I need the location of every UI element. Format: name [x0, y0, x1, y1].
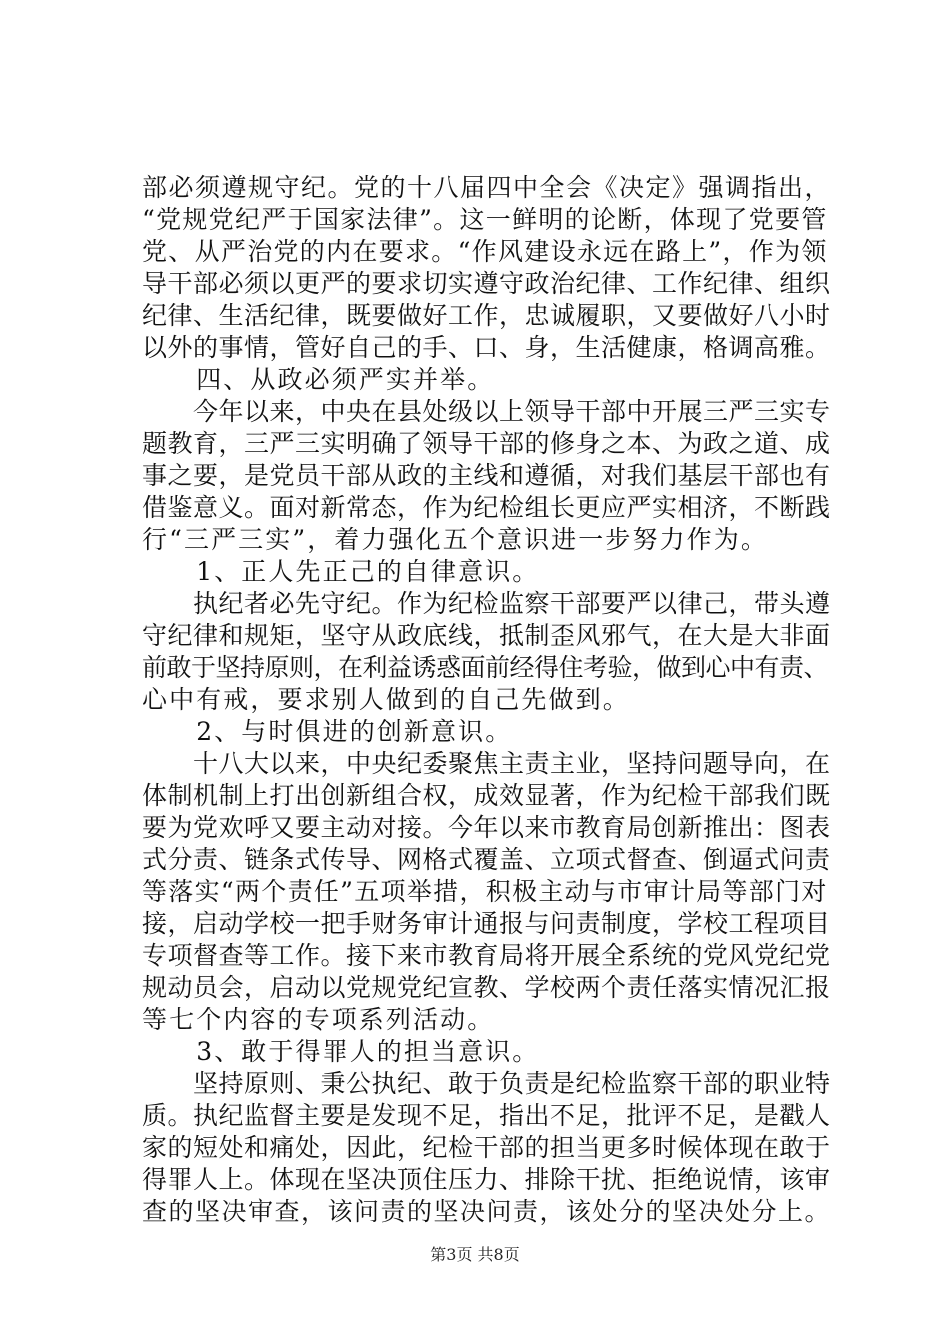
text-line: 党、从严治党的内在要求。“作风建设永远在路上”，作为领	[142, 237, 828, 266]
text-line: 借鉴意义。面对新常态，作为纪检组长更应严实相济，不断践	[142, 493, 831, 522]
text-line: 2、与时俱进的创新意识。	[142, 717, 513, 746]
text-line: 得罪人上。体现在坚决顶住压力、排除干扰、拒绝说情，该审	[142, 1165, 831, 1194]
text-line: 心中有戒，要求别人做到的自己先做到。	[142, 685, 630, 714]
text-line: 十八大以来，中央纪委聚焦主责主业，坚持问题导向，在	[142, 749, 831, 778]
text-line: 行“三严三实”，着力强化五个意识进一步努力作为。	[142, 525, 768, 554]
text-line: 1、正人先正己的自律意识。	[142, 557, 540, 586]
text-line: 等落实“两个责任”五项举措，积极主动与市审计局等部门对	[142, 877, 828, 906]
text-line: 专项督查等工作。接下来市教育局将开展全系统的党风党纪党	[142, 941, 831, 970]
text-line: 以外的事情，管好自己的手、口、身，生活健康，格调高雅。	[142, 333, 831, 362]
text-line: 质。执纪监督主要是发现不足，指出不足，批评不足，是戳人	[142, 1101, 831, 1130]
text-line: 等七个内容的专项系列活动。	[142, 1005, 495, 1034]
text-line: 导干部必须以更严的要求切实遵守政治纪律、工作纪律、组织	[142, 269, 831, 298]
page-footer: 第3页 共8页	[430, 1245, 520, 1264]
text-line: 查的坚决审查，该问责的坚决问责，该处分的坚决处分上。	[142, 1197, 832, 1226]
text-line: 接，启动学校一把手财务审计通报与问责制度，学校工程项目	[142, 909, 831, 938]
text-line: 今年以来，中央在县处级以上领导干部中开展三严三实专	[142, 397, 831, 426]
text-line: 守纪律和规矩，坚守从政底线，抵制歪风邪气，在大是大非面	[142, 621, 831, 650]
text-line: 体制机制上打出创新组合权，成效显著，作为纪检干部我们既	[142, 781, 831, 810]
text-line: 纪律、生活纪律，既要做好工作，忠诚履职，又要做好八小时	[142, 301, 831, 330]
text-line: 题教育，三严三实明确了领导干部的修身之本、为政之道、成	[142, 429, 831, 458]
text-line: 部必须遵规守纪。党的十八届四中全会《决定》强调指出，	[142, 173, 832, 202]
text-line: 规动员会，启动以党规党纪宣教、学校两个责任落实情况汇报	[142, 973, 831, 1002]
text-line: 前敢于坚持原则，在利益诱惑面前经得住考验，做到心中有责、	[142, 653, 829, 682]
text-line: “党规党纪严于国家法律”。这一鲜明的论断，体现了党要管	[142, 205, 828, 234]
document-body	[142, 172, 832, 1228]
text-line: 四、从政必须严实并举。	[142, 365, 495, 394]
text-line: 执纪者必先守纪。作为纪检监察干部要严以律己，带头遵	[142, 589, 831, 618]
text-line: 式分责、链条式传导、网格式覆盖、立项式督查、倒逼式问责	[142, 845, 831, 874]
text-line: 要为党欢呼又要主动对接。今年以来市教育局创新推出：图表	[142, 813, 831, 842]
text-line: 事之要，是党员干部从政的主线和遵循，对我们基层干部也有	[142, 461, 831, 490]
text-line: 家的短处和痛处，因此，纪检干部的担当更多时候体现在敢于	[142, 1133, 831, 1162]
text-line: 3、敢于得罪人的担当意识。	[142, 1037, 540, 1066]
text-line: 坚持原则、秉公执纪、敢于负责是纪检监察干部的职业特	[142, 1069, 831, 1098]
